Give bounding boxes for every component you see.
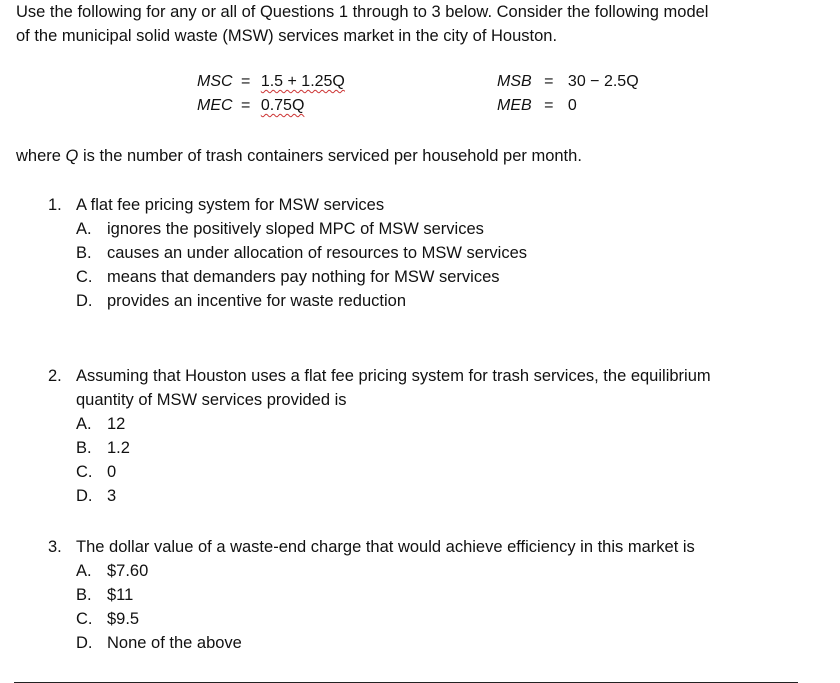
question-text: The dollar value of a waste-end charge that would achieve efficiency in this market is bbox=[76, 538, 695, 556]
option-letter: B. bbox=[76, 244, 92, 262]
msc-label: MSC bbox=[197, 73, 233, 90]
option-letter: A. bbox=[76, 220, 92, 238]
equation-msc bbox=[197, 70, 345, 94]
option-c bbox=[76, 607, 808, 631]
option-b bbox=[76, 241, 808, 265]
option-a bbox=[76, 559, 808, 583]
equation-msb bbox=[497, 70, 639, 94]
option-letter: C. bbox=[76, 268, 93, 286]
option-letter: C. bbox=[76, 610, 93, 628]
intro-line-1: Use the following for any or all of Questions 1 through to 3 below. Consider the following model bbox=[16, 3, 709, 21]
intro-paragraph bbox=[16, 0, 831, 48]
option-letter: A. bbox=[76, 415, 92, 433]
option-text: ignores the positively sloped MPC of MSW services bbox=[107, 220, 484, 238]
option-text: $11 bbox=[107, 586, 134, 604]
msb-equals: = bbox=[544, 73, 554, 90]
question-1 bbox=[48, 193, 808, 313]
question-text-line-2: quantity of MSW services provided is bbox=[76, 391, 347, 409]
option-letter: D. bbox=[76, 487, 93, 505]
mec-label: MEC bbox=[197, 97, 233, 114]
mec-rhs: 0.75Q bbox=[260, 97, 305, 114]
option-text: means that demanders pay nothing for MSW services bbox=[107, 268, 500, 286]
option-text: $7.60 bbox=[107, 562, 149, 580]
option-text: provides an incentive for waste reduction bbox=[107, 292, 406, 310]
option-letter: D. bbox=[76, 634, 93, 652]
where-pre: where bbox=[16, 147, 66, 165]
option-d bbox=[76, 484, 808, 508]
option-text: 3 bbox=[107, 487, 117, 505]
option-c bbox=[76, 460, 808, 484]
msc-equals: = bbox=[241, 73, 251, 90]
option-letter: B. bbox=[76, 586, 92, 604]
option-text: None of the above bbox=[107, 634, 242, 652]
where-post: is the number of trash containers serviced per household per month. bbox=[78, 147, 582, 165]
option-d bbox=[76, 631, 808, 655]
option-letter: B. bbox=[76, 439, 92, 457]
where-sentence bbox=[16, 144, 582, 168]
option-letter: A. bbox=[76, 562, 92, 580]
meb-rhs: 0 bbox=[567, 97, 577, 114]
option-text: 1.2 bbox=[107, 439, 130, 457]
equation-mec bbox=[197, 94, 304, 118]
msb-label: MSB bbox=[497, 73, 532, 90]
option-text: 0 bbox=[107, 463, 117, 481]
question-number: 1. bbox=[48, 196, 62, 214]
question-text: A flat fee pricing system for MSW services bbox=[76, 196, 385, 214]
intro-line-2: of the municipal solid waste (MSW) services market in the city of Houston. bbox=[16, 27, 558, 45]
option-text: causes an under allocation of resources to MSW services bbox=[107, 244, 528, 262]
mec-equals: = bbox=[241, 97, 251, 114]
meb-label: MEB bbox=[497, 97, 532, 114]
option-b bbox=[76, 583, 808, 607]
option-text: $9.5 bbox=[107, 610, 140, 628]
option-d bbox=[76, 289, 808, 313]
equation-meb bbox=[497, 94, 577, 118]
option-text: 12 bbox=[107, 415, 126, 433]
option-a bbox=[76, 217, 808, 241]
option-letter: D. bbox=[76, 292, 93, 310]
question-text-line-1: Assuming that Houston uses a flat fee pricing system for trash services, the equilibrium bbox=[76, 367, 711, 385]
msc-rhs: 1.5 + 1.25Q bbox=[260, 73, 345, 90]
question-3 bbox=[48, 535, 808, 655]
question-number: 3. bbox=[48, 538, 62, 556]
where-var: Q bbox=[65, 147, 79, 165]
question-number: 2. bbox=[48, 367, 62, 385]
meb-equals: = bbox=[544, 97, 554, 114]
question-2 bbox=[48, 364, 808, 508]
option-letter: C. bbox=[76, 463, 93, 481]
msb-rhs: 30 − 2.5Q bbox=[567, 73, 639, 90]
option-c bbox=[76, 265, 808, 289]
option-a bbox=[76, 412, 808, 436]
option-b bbox=[76, 436, 808, 460]
